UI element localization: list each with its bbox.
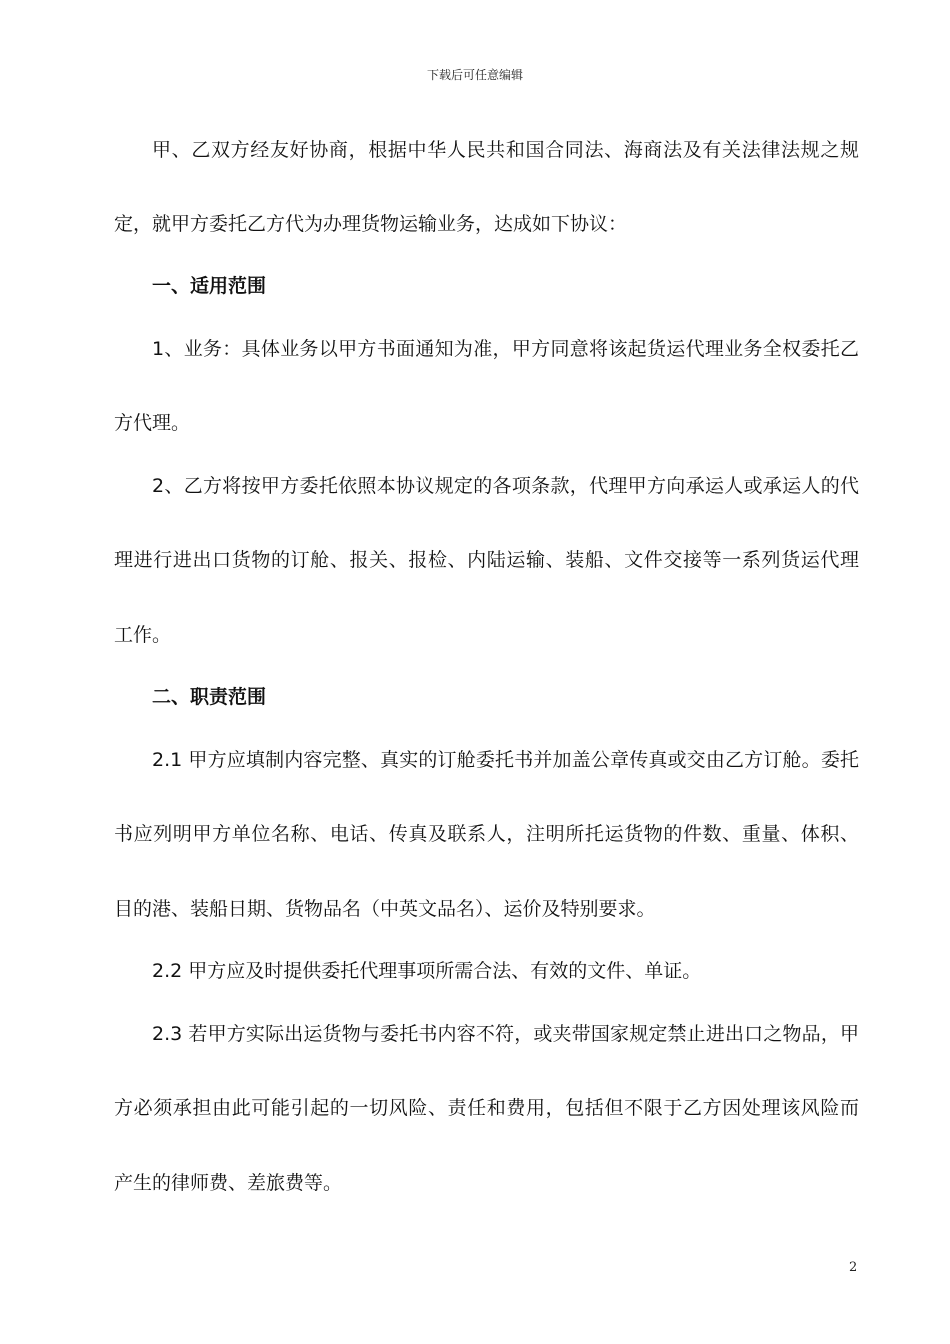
clause-2-line-1: 2、乙方将按甲方委托依照本协议规定的各项条款，代理甲方向承运人或承运人的代 xyxy=(152,475,859,497)
clause-2-line-3: 工作。 xyxy=(114,624,172,646)
clause-2-1-line-2: 书应列明甲方单位名称、电话、传真及联系人，注明所托运货物的件数、重量、体积、 xyxy=(114,823,859,845)
clause-2-3-line-1: 2.3 若甲方实际出运货物与委托书内容不符，或夹带国家规定禁止进出口之物品，甲 xyxy=(152,1023,859,1045)
clause-2-3-line-3: 产生的律师费、差旅费等。 xyxy=(114,1172,343,1194)
clause-2-3-line-2: 方必须承担由此可能引起的一切风险、责任和费用，包括但不限于乙方因处理该风险而 xyxy=(114,1097,859,1119)
section-1-heading: 一、适用范围 xyxy=(152,275,267,297)
section-2-heading: 二、职责范围 xyxy=(152,686,267,708)
clause-2-2-line-1: 2.2 甲方应及时提供委托代理事项所需合法、有效的文件、单证。 xyxy=(152,960,702,982)
page-number: 2 xyxy=(849,1260,858,1275)
intro-paragraph-line-1: 甲、乙双方经友好协商，根据中华人民共和国合同法、海商法及有关法律法规之规 xyxy=(152,139,859,161)
clause-2-1-line-1: 2.1 甲方应填制内容完整、真实的订舱委托书并加盖公章传真或交由乙方订舱。委托 xyxy=(152,749,859,771)
page-header: 下载后可任意编辑 xyxy=(426,68,523,82)
clause-2-line-2: 理进行进出口货物的订舱、报关、报检、内陆运输、装船、文件交接等一系列货运代理 xyxy=(114,549,859,571)
clause-2-1-line-3: 目的港、装船日期、货物品名（中英文品名）、运价及特别要求。 xyxy=(114,898,656,920)
intro-paragraph-line-2: 定，就甲方委托乙方代为办理货物运输业务，达成如下协议： xyxy=(114,213,628,235)
clause-1-line-2: 方代理。 xyxy=(114,412,191,434)
clause-1-line-1: 1、业务：具体业务以甲方书面通知为准，甲方同意将该起货运代理业务全权委托乙 xyxy=(152,338,859,360)
